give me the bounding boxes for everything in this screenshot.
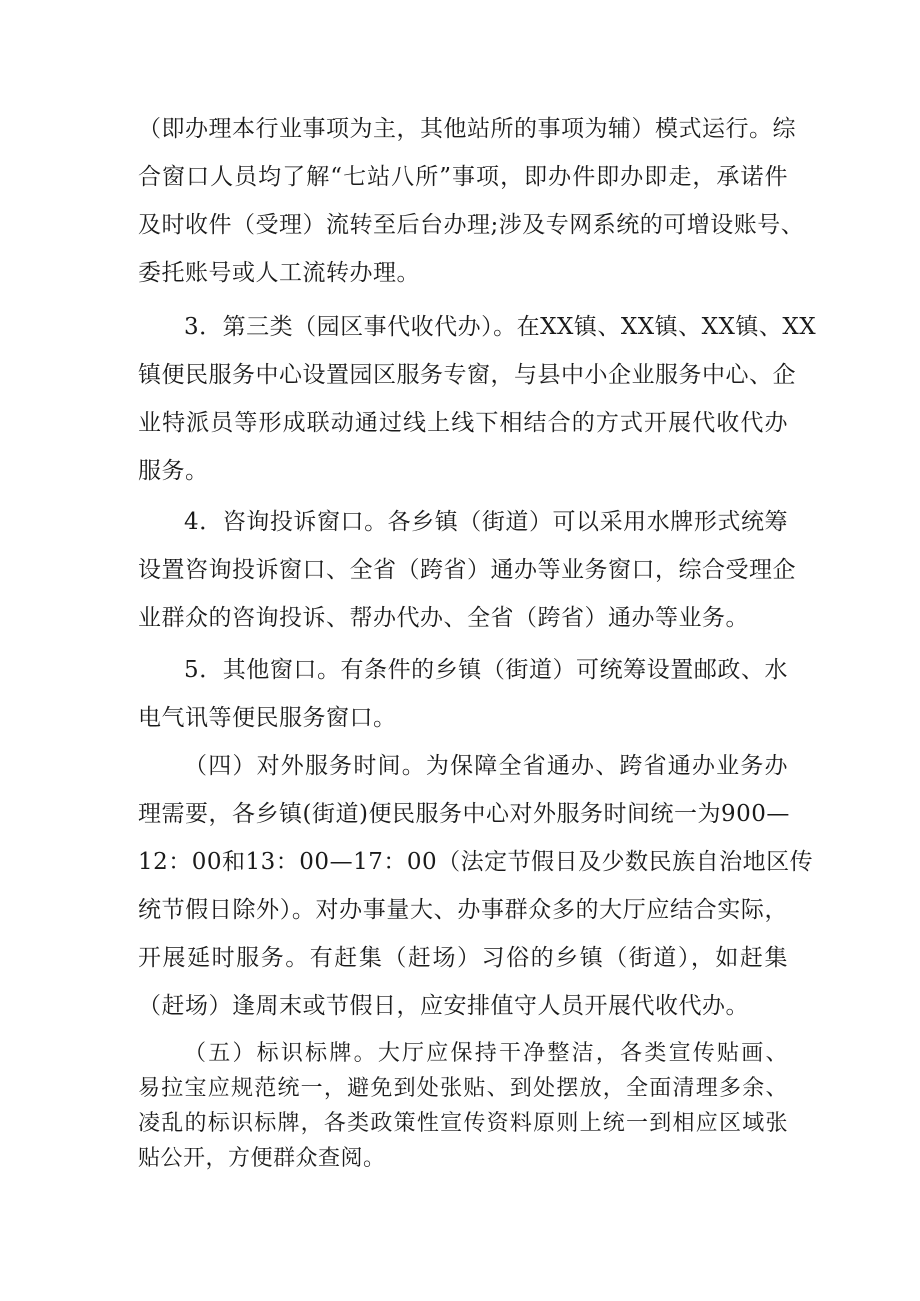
- text-line: （赶场）逢周末或节假日，应安排值守人员开展代收代办。: [138, 993, 749, 1019]
- text-line: 5．其他窗口。有条件的乡镇（街道）可统筹设置邮政、水: [184, 657, 788, 683]
- paragraph-signage: [138, 1036, 788, 1176]
- text-line: 12：00和13：00—17：00（法定节假日及少数民族自治地区传: [138, 849, 814, 875]
- text-line: 合窗口人员均了解“七站八所”事项，即办件即办即走，承诺件: [138, 164, 788, 190]
- text-line: 服务。: [138, 458, 209, 484]
- paragraph-window-mode: [138, 105, 805, 297]
- text-line: 镇便民服务中心设置园区服务专窗，与县中小企业服务中心、企: [138, 362, 796, 388]
- text-line: （四）对外服务时间。为保障全省通办、跨省通办业务办: [184, 753, 788, 779]
- text-line: （五）标识标牌。大厅应保持干净整洁，各类宣传贴画、: [184, 1041, 788, 1066]
- text-line: 理需要，各乡镇(街道)便民服务中心对外服务时间统一为900—: [138, 801, 790, 827]
- text-line: 设置咨询投诉窗口、全省（跨省）通办等业务窗口，综合受理企: [138, 557, 796, 583]
- paragraph-service-hours: [138, 742, 814, 1030]
- text-line: 电气讯等便民服务窗口。: [138, 705, 397, 731]
- text-line: 3．第三类（园区事代收代办）。在XX镇、XX镇、XX镇、XX: [184, 314, 817, 340]
- paragraph-consult-window: [138, 498, 796, 642]
- paragraph-third-category: [138, 303, 817, 495]
- paragraph-other-window: [138, 646, 788, 742]
- text-line: 及时收件（受理）流转至后台办理;涉及专网系统的可增设账号、: [138, 212, 805, 238]
- text-line: 4．咨询投诉窗口。各乡镇（街道）可以采用水牌形式统筹: [184, 509, 788, 535]
- text-line: 易拉宝应规范统一，避免到处张贴、到处摆放，全面清理多余、: [138, 1076, 788, 1101]
- text-line: 委托账号或人工流转办理。: [138, 260, 420, 286]
- text-line: 业特派员等形成联动通过线上线下相结合的方式开展代收代办: [138, 410, 788, 436]
- text-line: 业群众的咨询投诉、帮办代办、全省（跨省）通办等业务。: [138, 605, 749, 631]
- text-line: 开展延时服务。有赶集（赶场）习俗的乡镇（街道），如赶集: [138, 945, 788, 971]
- text-line: 统节假日除外）。对办事量大、办事群众多的大厅应结合实际，: [138, 897, 788, 923]
- text-line: 凌乱的标识标牌，各类政策性宣传资料原则上统一到相应区域张: [138, 1111, 788, 1136]
- text-line: （即办理本行业事项为主，其他站所的事项为辅）模式运行。综: [138, 116, 796, 142]
- text-line: 贴公开，方便群众查阅。: [138, 1146, 386, 1171]
